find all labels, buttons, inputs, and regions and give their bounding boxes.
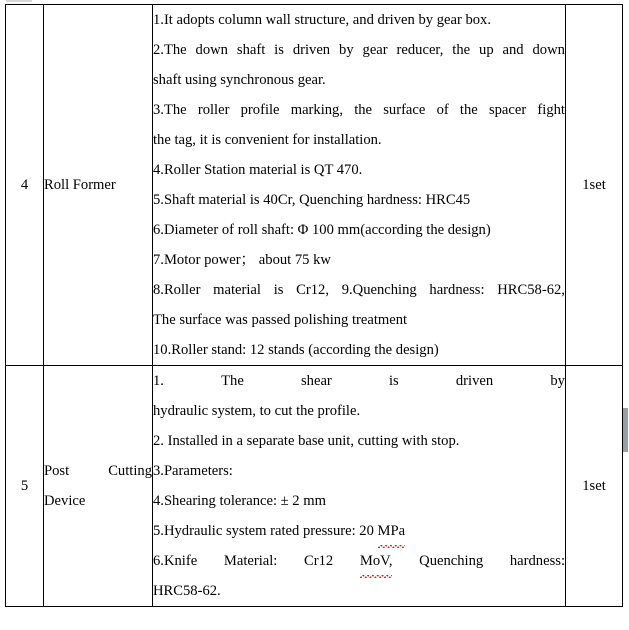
desc-word: is [274,42,284,58]
desc-word: Cr12, [296,282,329,298]
table-row [6,5,623,366]
description-line: the tag, it is convenient for installation. [153,132,382,148]
desc-word: by [550,373,565,389]
desc-word: by [339,42,354,58]
desc-word: 8.Roller [153,282,201,298]
specification-table [5,4,623,607]
desc-word: The [221,373,244,389]
description-line: 10.Roller stand: 12 stands (according the design) [153,342,439,358]
desc-word: driven [292,42,331,58]
description-line: hydraulic system, to cut the profile. [153,403,361,419]
desc-word: shaft [236,42,266,58]
description-cell [153,5,566,366]
desc-text: 5.Hydraulic system rated pressure: 20 [153,523,378,539]
description-line [153,35,565,65]
desc-word: HRC58-62, [497,282,565,298]
desc-word: Quenching [419,553,484,569]
desc-word: roller [197,102,230,118]
desc-word: 1. [153,373,164,389]
description-line: 5.Shaft material is 40Cr, Quenching hardness: HRC45 [153,192,471,208]
desc-word: reducer, [396,42,444,58]
row-number-cell: 4 [6,5,44,366]
description-line [153,275,565,305]
description-line: 1.It adopts column wall structure, and driven by gear box. [153,12,492,28]
description-line: The surface was passed polishing treatment [153,312,408,328]
desc-word: Material: [223,553,278,569]
desc-word: 2.The [153,42,187,58]
desc-word: driven [455,373,494,389]
desc-word: the [452,42,471,58]
quantity-cell: 1set [566,5,623,366]
equipment-name-line: Roll Former [44,177,116,193]
desc-word: profile [240,102,280,118]
desc-word: is [273,282,284,298]
desc-word: the [459,102,478,118]
description-line: 2. Installed in a separate base unit, cutting with stop. [153,433,460,449]
quantity-cell: 1set [566,366,623,607]
desc-word: the [354,102,373,118]
description-line: 6.Diameter of roll shaft: Φ 100 mm(according the design) [153,222,491,238]
description-line: 7.Motor power； about 75 kw [153,252,331,268]
desc-word: shear [301,373,332,389]
desc-word: fight [537,102,565,118]
desc-word: material [213,282,261,298]
table-row [6,366,623,607]
equipment-name-line: Device [44,493,86,509]
desc-word: and [502,42,524,58]
equipment-name-cell [44,366,153,607]
description-line: 3.Parameters: [153,463,233,479]
description-line [153,366,565,396]
description-line: 4.Shearing tolerance: ± 2 mm [153,493,326,509]
desc-word: hardness: [429,282,485,298]
desc-word: down [532,42,565,58]
desc-word: down [195,42,228,58]
description-line: shaft using synchronous gear. [153,72,326,88]
spellcheck-flagged-word: MPa [378,516,406,546]
vertical-scrollbar-thumb[interactable] [623,408,628,452]
description-cell [153,366,566,607]
spellcheck-flagged-word: MoV, [360,546,393,576]
desc-word: 9.Quenching [341,282,417,298]
desc-word: spacer [488,102,527,118]
desc-word: is [388,373,399,389]
desc-word: surface [383,102,426,118]
description-line [153,546,565,576]
desc-word: marking, [290,102,344,118]
page-edge-artifact [6,0,32,2]
desc-word: Cr12 [304,553,334,569]
equipment-name-cell [44,5,153,366]
desc-word: up [479,42,494,58]
description-line [153,516,565,546]
description-line: 4.Roller Station material is QT 470. [153,162,363,178]
desc-word: 6.Knife [153,553,198,569]
desc-word: 3.The [153,102,187,118]
desc-word: of [436,102,449,118]
desc-word: hardness: [509,553,565,569]
description-line [153,95,565,125]
desc-word: gear [362,42,388,58]
row-number-cell: 5 [6,366,44,607]
equipment-name-line: Post Cutting [44,463,152,479]
description-line: HRC58-62. [153,583,221,599]
